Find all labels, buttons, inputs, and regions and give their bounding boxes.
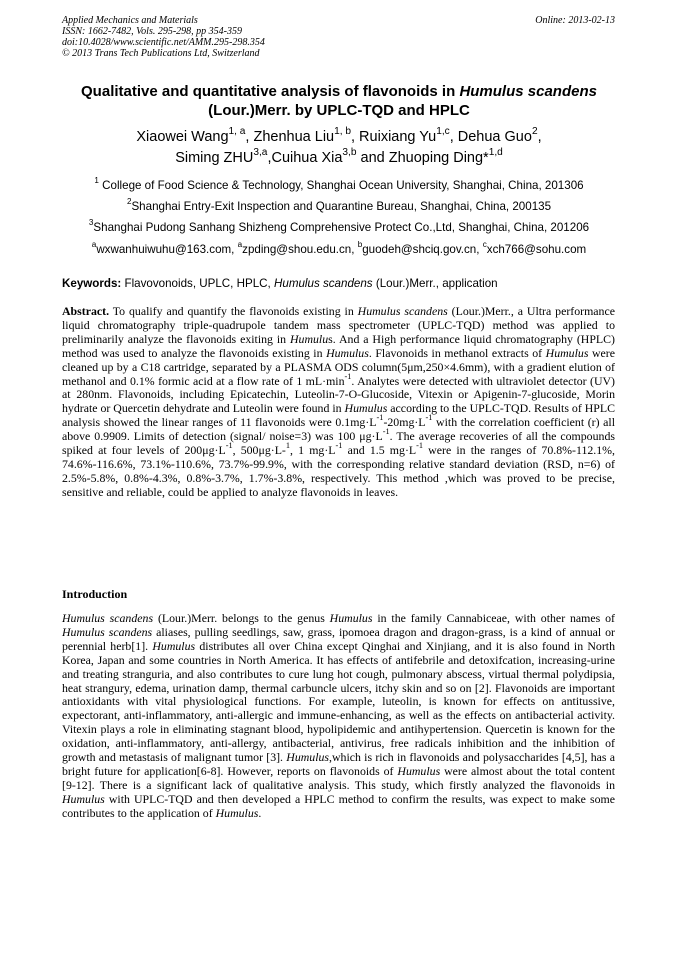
- abstract: [62, 305, 615, 500]
- copyright-line: © 2013 Trans Tech Publications Ltd, Switzerland: [62, 48, 260, 59]
- online-date: Online: 2013-02-13: [535, 15, 615, 26]
- journal-name: Applied Mechanics and Materials: [62, 15, 198, 26]
- abstract-text: (Lour.)Merr., a Ultra performance liquid chromatography triple-quadrupole tandem mass spectrometer (UPLC-TQD) method was applied to preliminarily analyze the flavonoids exiting in: [62, 304, 615, 346]
- affiliation-1: [40, 176, 638, 193]
- abstract-sup: -1: [376, 413, 384, 423]
- author-affil-mark: 3,b: [342, 147, 357, 159]
- abstract-text: were in the ranges of 70.8%-112.1%, 74.6%-116.6%, 73.1%-110.6%, 73.7%-99.9%, with the corresponding relative standard deviation (RSD, n=6) of 2.5%-5.8%, 0.8%-4.3%, 0.8%-3.7%, 1.7%-3.8%, respectively. This method ,which was proved to be precise, sensitive and reliable, could be applied to analyze flavonoids in leaves.: [62, 443, 615, 499]
- section-heading-introduction: Introduction: [62, 587, 128, 601]
- abstract-text: . The average recoveries of all the compounds spiked at four levels of 200μg·L: [62, 429, 615, 458]
- affiliation-3: [40, 218, 638, 235]
- abstract-text: s. And a High performance liquid chromatography (HPLC) method was used to analyze the flavonoids existing in: [62, 331, 615, 360]
- author-affil-mark: 1,c: [436, 126, 450, 138]
- abstract-text: , 500μg·L-: [232, 443, 286, 458]
- abstract-text: and 1.5 mg·L: [342, 443, 417, 458]
- journal-header: [62, 15, 615, 59]
- abstract-italic: Humulus: [344, 401, 388, 416]
- abstract-text: with the correlation coefficient (r) all above 0.9909. Limits of detection (signal/ noise=3) was 100 μg·L: [62, 415, 615, 444]
- abstract-sup: -1: [344, 371, 352, 381]
- affil-mark: 3: [88, 218, 94, 228]
- email-mark: b: [357, 240, 363, 250]
- abstract-text: -20mg·L: [383, 415, 426, 430]
- author-name: ,Cuihua Xia: [267, 150, 343, 166]
- intro-italic: Humulus: [62, 791, 105, 806]
- intro-italic: Humulus: [152, 638, 196, 653]
- intro-text: aliases, pulling seedlings, saw, grass, ipomoea dragon and dragon-grass, is a kind of annual or perennial herb[1].: [62, 624, 615, 653]
- affil-mark: 1: [94, 176, 99, 186]
- abstract-italic: Humulu: [289, 331, 329, 346]
- intro-text: .: [258, 805, 262, 820]
- email-link[interactable]: wxwanhuiwuhu@163.com,: [96, 243, 238, 256]
- abstract-text: , 1 mg·L: [290, 443, 336, 458]
- email-link[interactable]: zpding@shou.edu.cn,: [242, 243, 358, 256]
- author-name: , Dehua Guo: [449, 129, 532, 145]
- abstract-sup: -1: [425, 413, 433, 423]
- intro-text: ,which is rich in flavonoids and polysaccharides [4,5], has a bright future for application[6-8]. However, reports on flavonoids of: [62, 750, 616, 778]
- paper-title: [40, 82, 638, 120]
- title-part-2: (Lour.)Merr. by UPLC-TQD and HPLC: [208, 102, 470, 119]
- author-name: and Zhuoping Ding*: [356, 150, 489, 166]
- intro-italic: Humulus: [397, 763, 441, 778]
- keywords-text: Flavovonoids, UPLC, HPLC,: [121, 277, 274, 290]
- author-affil-mark: 1, b: [334, 126, 351, 138]
- keywords-text: (Lour.)Merr., application: [372, 277, 498, 290]
- doi-line: doi:10.4028/www.scientific.net/AMM.295-298.354: [62, 37, 265, 48]
- email-mark: a: [91, 240, 97, 250]
- intro-italic: Humulus: [215, 805, 259, 820]
- email-mark: a: [237, 240, 243, 250]
- abstract-italic: Humulus: [326, 345, 369, 360]
- title-species: Humulus scandens: [459, 83, 597, 100]
- abstract-sup: -1: [416, 441, 424, 451]
- abstract-italic: Humulus scandens: [357, 304, 448, 318]
- intro-paragraph: [62, 612, 615, 821]
- intro-text: were almost about the total content [9-12]. There is a significant lack of qualitative analysis. This study, which firstly analyzed the flavonoids in: [62, 763, 615, 792]
- abstract-paragraph: [62, 305, 615, 500]
- intro-text: with UPLC-TQD and then developed a HPLC method to confirm the results, was expect to make some contributes to the application of: [62, 791, 615, 820]
- affiliation-2: [40, 197, 638, 214]
- affil-text: Shanghai Pudong Sanhang Shizheng Comprehensive Protect Co.,Ltd, Shanghai, China, 201206: [93, 221, 590, 234]
- abstract-sup: -1: [335, 441, 343, 451]
- abstract-sup: 1: [285, 441, 291, 451]
- intro-italic: Humulus scandens: [62, 624, 153, 639]
- keywords-species: Humulus scandens: [274, 277, 373, 290]
- abstract-text: . Flavonoids in methanol extracts of: [368, 345, 546, 360]
- abstract-italic: Humulus: [545, 345, 589, 360]
- introduction-body: [62, 612, 615, 821]
- intro-italic: Humulus: [286, 750, 330, 765]
- email-mark: c: [482, 240, 487, 250]
- email-line: [40, 240, 638, 257]
- affil-mark: 2: [126, 197, 132, 207]
- keywords: [62, 277, 622, 291]
- author-list: Xiaowei Wang$^{1, a}$, Zhenhua Liu$^{1, b}$, Ruixiang Yu$^{1,c}$, Dehua Guo$^2$, Siming ZHU$^{3,a}$,Cuihua Xia$^{3,b}$ and Zhuoping Ding*$^{1,d}$: [136, 126, 542, 166]
- abstract-text: according to the UPLC-TQD. Results of HPLC analysis showed the linear ranges of 11 flavonoids were 0.1mg·L: [62, 401, 616, 430]
- intro-text: in the family Cannabiceae, with other names of: [372, 611, 616, 625]
- abstract-sup: -1: [225, 441, 233, 451]
- abstract-text: . Analytes were detected with ultraviolet detector (UV) at 280nm. Flavonoids, including Epicatechin, Luteolin-7-O-Glucoside, Vitexin or Apigenin-7-glucoside, Morin hydrate or Quercetin dehydrate and Luteolin were found in: [62, 373, 615, 416]
- email-link[interactable]: xch766@sohu.com: [486, 243, 587, 256]
- author-affil-mark: 1, a: [228, 126, 246, 138]
- author-name: , Zhenhua Liu: [245, 129, 335, 145]
- abstract-text: were cleaned up by a C18 cartridge, separated by a PLASMA ODS column(5μm,250×4.6mm), with a gradient elution of methanol and 0.1% formic acid at a flow rate of 1 mL·min: [62, 345, 615, 388]
- intro-italic: Humulus scandens: [62, 611, 154, 625]
- email-link[interactable]: guodeh@shciq.gov.cn,: [362, 243, 483, 256]
- abstract-text: To qualify and quantify the flavonoids existing in: [109, 304, 358, 318]
- title-part-1: Qualitative and quantitative analysis of flavonoids in: [81, 83, 460, 100]
- abstract-sup: -1: [382, 427, 390, 437]
- intro-italic: Humulus: [329, 611, 373, 625]
- affil-text: College of Food Science & Technology, Shanghai Ocean University, Shanghai, China, 201306: [98, 179, 584, 192]
- affil-text: Shanghai Entry-Exit Inspection and Quarantine Bureau, Shanghai, China, 200135: [131, 200, 552, 213]
- author-name: Xiaowei Wang: [136, 129, 229, 145]
- author-name: Siming ZHU: [175, 150, 254, 166]
- abstract-label: Abstract.: [62, 304, 110, 318]
- issn-line: ISSN: 1662-7482, Vols. 295-298, pp 354-359: [62, 26, 242, 37]
- keywords-label: Keywords:: [62, 277, 122, 290]
- intro-text: (Lour.)Merr. belongs to the genus: [153, 611, 330, 625]
- author-affil-mark: 1,d: [488, 147, 503, 159]
- author-affil-mark: 3,a: [253, 147, 268, 159]
- intro-text: distributes all over China except Qinghai and Xinjiang, and it is also found in North Korea, Japan and some countries in North America. It has effects of antifebrile and detoxifcation, increasing-urine and treating stranguria, and also contributes to cure lung hot cough, pulmonary abscess, virtual thermal polydipsia, heat strangury, edema, urination damp, thermal carbuncle ulcers, itchy skin and so on [2]. Flavonoids are important antioxidants with vital physiological functions. For example, luteolin, is known for effects on antitussive, expectorant, anti-inflammatory, anti-allergic and immune-enhancing, as well as the effects on antibacterial activity. Vitexin plays a role in eliminating stagnant blood, hypolipidemic and antihypertension. Quercetin is known for the oxidation, anti-inflammatory, anti-allergy, antibacterial, antivirus, free radicals inhibition and the inhibition of growth and metastasis of malignant tumor [3].: [62, 638, 615, 765]
- author-affil-mark: 2: [531, 126, 538, 138]
- author-name: , Ruixiang Yu: [351, 129, 437, 145]
